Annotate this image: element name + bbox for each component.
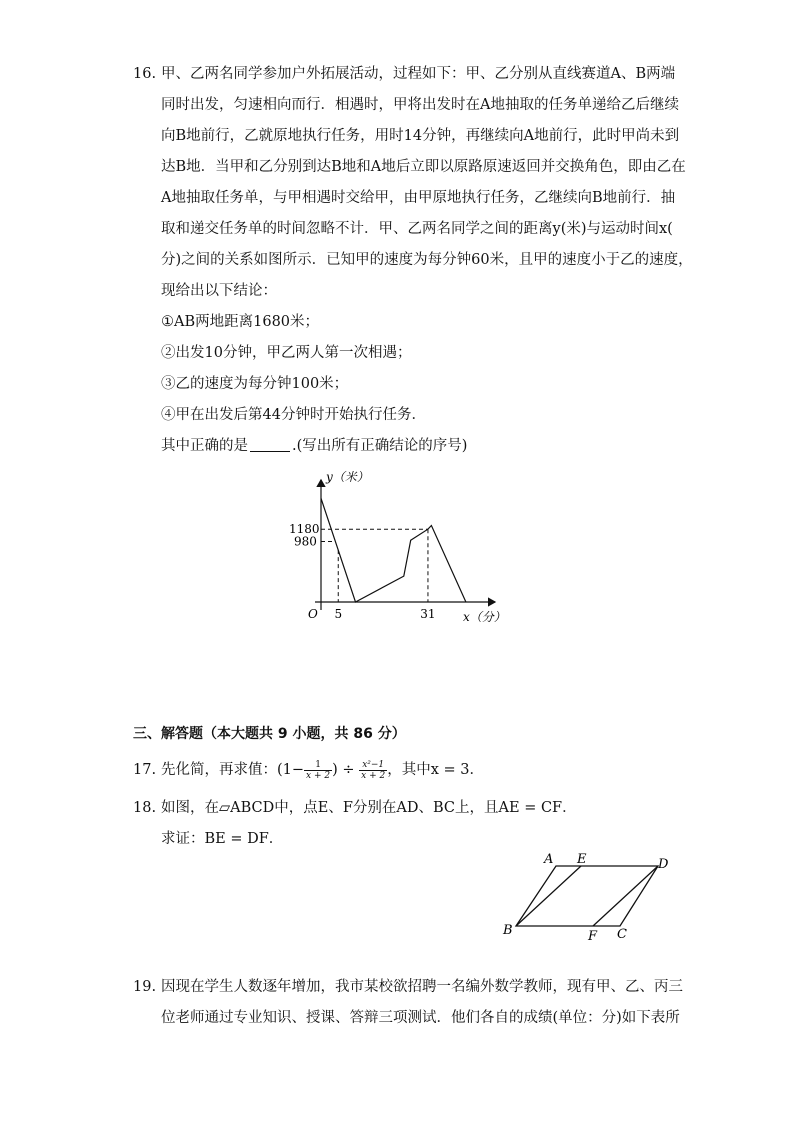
answer-blank[interactable] [250, 437, 290, 452]
vertex-label-a: A [544, 852, 554, 867]
q16-line-2: 同时出发，匀速相向而行．相遇时，甲将出发时在A地抽取的任务单递给乙后继续 [161, 97, 679, 113]
q17-text-after: ，其中x = 3． [387, 762, 484, 778]
fraction-denominator: x + 2 [306, 770, 331, 781]
fraction-numerator: x²−1 [359, 760, 387, 771]
fraction-1 [304, 760, 332, 781]
segment-be [516, 866, 581, 926]
fraction-numerator: 1 [304, 760, 332, 771]
q16-conclusion-4: ④甲在出发后第44分钟时开始执行任务． [161, 407, 426, 423]
q16-line-7: 分)之间的关系如图所示．已知甲的速度为每分钟60米，且甲的速度小于乙的速度， [161, 252, 693, 268]
y-axis-label: y（米） [326, 470, 369, 484]
q19-line-1: 因现在学生人数逐年增加，我市某校欲招聘一名编外数学教师，现有甲、乙、丙三 [161, 979, 683, 995]
q18-line-2: 求证：BE = DF． [161, 831, 284, 847]
x-tick-label: 31 [420, 607, 436, 621]
series-line [321, 498, 466, 602]
origin-label: O [308, 607, 318, 621]
question-number: 16. [133, 66, 157, 82]
distance-time-graph [280, 465, 520, 630]
fraction-denominator: x + 2 [361, 770, 386, 781]
q17-text-mid: ) ÷ [332, 762, 360, 778]
question-19 [0, 972, 794, 1034]
answer-suffix: .(写出所有正确结论的序号) [292, 438, 468, 454]
point-label-e: E [577, 852, 587, 867]
q16-line-3: 向B地前行，乙就原地执行任务，用时14分钟，再继续向A地前行，此时甲尚未到 [161, 128, 680, 144]
vertex-label-d: D [658, 857, 669, 872]
q16-conclusion-3: ③乙的速度为每分钟100米； [161, 376, 349, 392]
q17-text [161, 755, 484, 786]
question-16 [0, 59, 794, 469]
x-axis-label: x（分） [463, 610, 506, 624]
q16-line-1: 甲、乙两名同学参加户外拓展活动，过程如下：甲、乙分别从直线赛道A、B两端 [161, 66, 676, 82]
section-title: 三、解答题（本大题共 9 小题，共 86 分） [133, 726, 406, 742]
q18-line-1: 如图，在▱ABCD中，点E、F分别在AD、BC上，且AE = CF． [161, 800, 577, 816]
answer-prefix: 其中正确的是 [161, 438, 248, 454]
question-17 [0, 755, 794, 786]
question-number: 17. [133, 762, 157, 778]
q19-line-2: 位老师通过专业知识、授课、答辩三项测试．他们各自的成绩(单位：分)如下表所 [161, 1010, 680, 1026]
fraction-2 [359, 760, 387, 781]
point-label-f: F [588, 929, 598, 943]
q17-text-before: 先化简，再求值：(1− [161, 762, 305, 778]
y-tick-label: 980 [294, 534, 317, 549]
parallelogram-figure [498, 848, 678, 943]
q16-answer-line [161, 431, 467, 462]
parallelogram-abcd [516, 866, 658, 926]
question-number: 18. [133, 800, 157, 816]
x-tick-label: 5 [334, 607, 343, 621]
q16-line-6: 取和递交任务单的时间忽略不计．甲、乙两名同学之间的距离y(米)与运动时间x( [161, 221, 673, 237]
y-tick-label: 1180 [289, 522, 320, 537]
vertex-label-c: C [617, 927, 627, 942]
q16-conclusion-2: ②出发10分钟，甲乙两人第一次相遇； [161, 345, 412, 361]
q16-line-8: 现给出以下结论： [161, 283, 277, 299]
q16-conclusion-1: ①AB两地距离1680米； [161, 314, 320, 330]
question-18 [0, 793, 794, 855]
q16-line-5: A地抽取任务单，与甲相遇时交给甲，由甲原地执行任务，乙继续向B地前行．抽 [161, 190, 676, 206]
q16-line-4: 达B地．当甲和乙分别到达B地和A地后立即以原路原速返回并交换角色，即由乙在 [161, 159, 686, 175]
vertex-label-b: B [503, 923, 513, 938]
question-number: 19. [133, 979, 157, 995]
